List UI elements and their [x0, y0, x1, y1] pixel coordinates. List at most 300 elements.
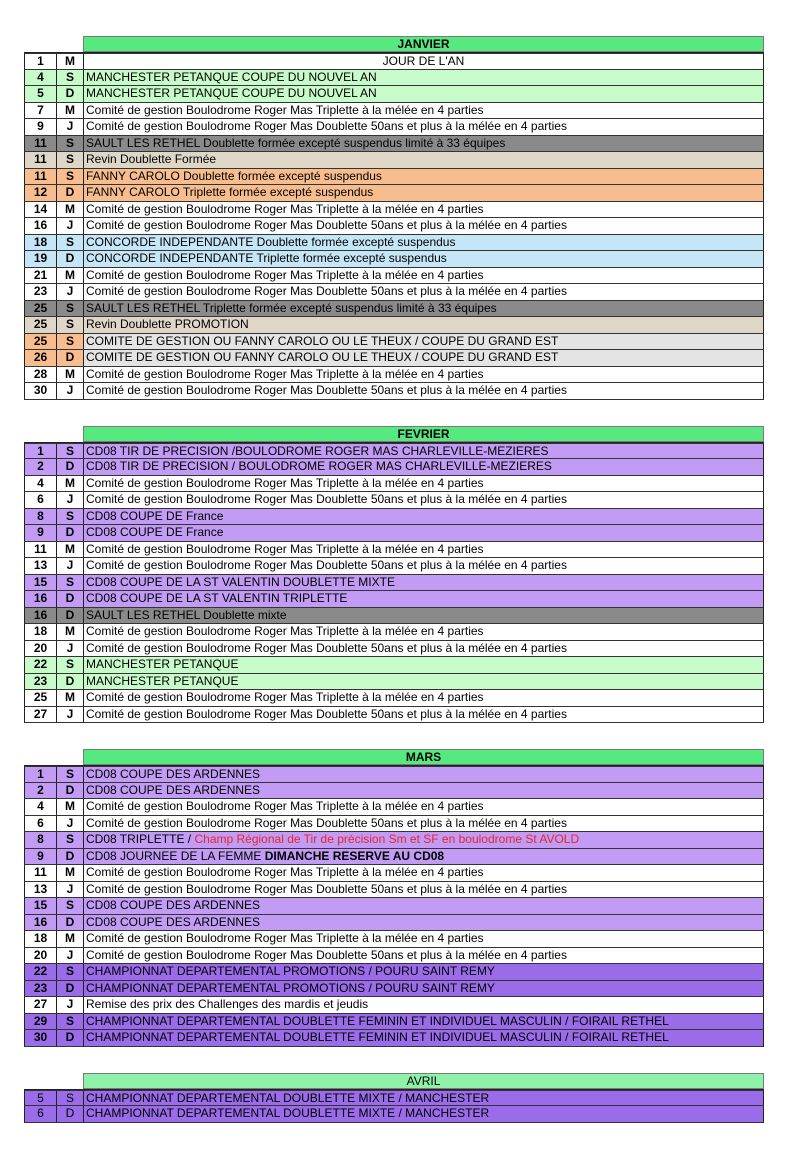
event-row [24, 53, 764, 70]
event-row [24, 657, 764, 674]
day-number: 30 [24, 1030, 56, 1046]
event-description [83, 268, 764, 284]
event-text: Comité de gestion Boulodrome Roger Mas Triplette à la mélée en 4 parties [86, 690, 484, 704]
day-number: 18 [24, 235, 56, 251]
weekday-letter: S [56, 1014, 83, 1030]
event-row [24, 948, 764, 965]
day-number: 22 [24, 964, 56, 980]
event-description [83, 383, 764, 399]
weekday-letter: M [56, 690, 83, 706]
day-number: 9 [24, 849, 56, 865]
day-number: 1 [24, 444, 56, 459]
event-description [83, 964, 764, 980]
event-text: CHAMPIONNAT DEPARTEMENTAL PROMOTIONS / POURU SAINT REMY [86, 980, 495, 995]
event-text: Comité de gestion Boulodrome Roger Mas Doublette 50ans et plus à la mélée en 4 parties [86, 558, 567, 572]
day-number: 4 [24, 476, 56, 492]
day-number: 20 [24, 948, 56, 964]
event-row [24, 1030, 764, 1047]
day-number: 8 [24, 509, 56, 525]
weekday-letter: J [56, 707, 83, 723]
calendar-sheet [24, 36, 764, 1149]
event-row [24, 459, 764, 476]
day-number: 15 [24, 898, 56, 914]
event-description [83, 334, 764, 350]
event-description [83, 317, 764, 333]
event-row [24, 931, 764, 948]
event-description [83, 103, 764, 119]
event-text-red: Champ Régional de Tir de précision Sm et SF en boulodrome St AVOLD [194, 832, 580, 846]
event-description [83, 367, 764, 383]
event-text: CD08 COUPE DE LA ST VALENTIN DOUBLETTE MIXTE [86, 574, 395, 589]
day-number: 19 [24, 251, 56, 267]
event-text: Remise des prix des Challenges des mardis et jeudis [86, 997, 369, 1011]
day-number: 30 [24, 383, 56, 399]
day-number: 25 [24, 301, 56, 317]
day-number: 26 [24, 350, 56, 366]
event-description [83, 136, 764, 152]
weekday-letter: J [56, 119, 83, 135]
event-description [83, 575, 764, 591]
event-row [24, 350, 764, 367]
event-description [83, 152, 764, 168]
day-number: 11 [24, 542, 56, 558]
event-text: Comité de gestion Boulodrome Roger Mas Doublette 50ans et plus à la mélée en 4 parties [86, 119, 567, 133]
event-row [24, 383, 764, 400]
event-text: CONCORDE INDEPENDANTE Triplette formée excepté suspendus [86, 251, 447, 265]
weekday-letter: S [56, 301, 83, 317]
event-text: CD08 COUPE DE France [86, 508, 224, 523]
event-description [83, 707, 764, 723]
weekday-letter: S [56, 657, 83, 673]
day-number: 1 [24, 54, 56, 69]
weekday-letter: S [56, 136, 83, 152]
event-text: CHAMPIONNAT DEPARTEMENTAL DOUBLETTE MIXTE / MANCHESTER [86, 1106, 490, 1120]
event-description [83, 865, 764, 881]
weekday-letter: D [56, 459, 83, 475]
event-description [83, 86, 764, 102]
weekday-letter: D [56, 251, 83, 267]
event-row [24, 202, 764, 219]
day-number: 11 [24, 865, 56, 881]
weekday-letter: D [56, 185, 83, 201]
event-row [24, 608, 764, 625]
event-description [83, 218, 764, 234]
header-spacer [24, 36, 83, 52]
day-number: 6 [24, 816, 56, 832]
event-text-bold: DIMANCHE RESERVE AU CD08 [264, 848, 445, 863]
month-section-mars [24, 749, 764, 1047]
event-row [24, 268, 764, 285]
event-text: CHAMPIONNAT DEPARTEMENTAL DOUBLETTE FEMININ ET INDIVIDUEL MASCULIN / FOIRAIL RETHEL [86, 1013, 669, 1028]
day-number: 14 [24, 202, 56, 218]
event-text: Comité de gestion Boulodrome Roger Mas Triplette à la mélée en 4 parties [86, 475, 484, 490]
month-section-fevrier [24, 426, 764, 724]
event-text: Comité de gestion Boulodrome Roger Mas Triplette à la mélée en 4 parties [86, 541, 484, 556]
event-text: SAULT LES RETHEL Doublette mixte [86, 607, 287, 622]
weekday-letter: D [56, 608, 83, 624]
weekday-letter: S [56, 169, 83, 185]
event-row [24, 525, 764, 542]
event-text: Comité de gestion Boulodrome Roger Mas Triplette à la mélée en 4 parties [86, 366, 484, 381]
weekday-letter: J [56, 284, 83, 300]
day-number: 8 [24, 832, 56, 848]
day-number: 11 [24, 136, 56, 152]
day-number: 27 [24, 997, 56, 1013]
weekday-letter: D [56, 1030, 83, 1046]
day-number: 23 [24, 674, 56, 690]
weekday-letter: S [56, 767, 83, 782]
event-row [24, 169, 764, 186]
event-description [83, 1091, 764, 1106]
event-description [83, 799, 764, 815]
event-text: CHAMPIONNAT DEPARTEMENTAL PROMOTIONS / POURU SAINT REMY [86, 964, 495, 978]
event-text: Comité de gestion Boulodrome Roger Mas Doublette 50ans et plus à la mélée en 4 parties [86, 640, 567, 655]
event-row [24, 898, 764, 915]
weekday-letter: M [56, 624, 83, 640]
event-text: Comité de gestion Boulodrome Roger Mas Triplette à la mélée en 4 parties [86, 102, 484, 117]
day-number: 9 [24, 525, 56, 541]
month-title: FEVRIER [83, 426, 764, 442]
event-description [83, 525, 764, 541]
event-row [24, 964, 764, 981]
event-description [83, 492, 764, 508]
weekday-letter: M [56, 542, 83, 558]
event-description [83, 169, 764, 185]
weekday-letter: S [56, 1091, 83, 1106]
event-text: Comité de gestion Boulodrome Roger Mas Doublette 50ans et plus à la mélée en 4 parties [86, 706, 567, 721]
weekday-letter: D [56, 674, 83, 690]
event-row [24, 185, 764, 202]
event-description [83, 509, 764, 525]
event-row [24, 849, 764, 866]
event-text: Comité de gestion Boulodrome Roger Mas Triplette à la mélée en 4 parties [86, 799, 484, 813]
event-description [83, 816, 764, 832]
header-spacer [24, 426, 83, 442]
event-description [83, 931, 764, 947]
weekday-letter: S [56, 317, 83, 333]
weekday-letter: M [56, 202, 83, 218]
day-number: 25 [24, 334, 56, 350]
events-table [24, 765, 764, 1047]
event-description [83, 1030, 764, 1046]
month-header [24, 749, 764, 765]
day-number: 21 [24, 268, 56, 284]
event-text: CD08 COUPE DES ARDENNES [86, 782, 261, 797]
event-row [24, 334, 764, 351]
event-description [83, 591, 764, 607]
weekday-letter: J [56, 492, 83, 508]
weekday-letter: D [56, 849, 83, 865]
event-text: CD08 JOURNEE DE LA FEMME [86, 848, 265, 863]
event-description [83, 690, 764, 706]
event-row [24, 136, 764, 153]
event-text: Revin Doublette Formée [86, 152, 217, 166]
weekday-letter: S [56, 444, 83, 459]
event-description [83, 624, 764, 640]
day-number: 6 [24, 1106, 56, 1122]
day-number: 15 [24, 575, 56, 591]
weekday-letter: J [56, 997, 83, 1013]
event-row [24, 865, 764, 882]
weekday-letter: D [56, 915, 83, 931]
day-number: 27 [24, 707, 56, 723]
event-text: CONCORDE INDEPENDANTE Doublette formée excepté suspendus [86, 234, 456, 249]
weekday-letter: S [56, 898, 83, 914]
event-description [83, 558, 764, 574]
day-number: 4 [24, 70, 56, 86]
weekday-letter: M [56, 865, 83, 881]
weekday-letter: J [56, 218, 83, 234]
event-description [83, 948, 764, 964]
event-description [83, 898, 764, 914]
weekday-letter: J [56, 383, 83, 399]
weekday-letter: M [56, 799, 83, 815]
event-row [24, 1090, 764, 1107]
event-text: CD08 TIR DE PRECISION / BOULODROME ROGER MAS CHARLEVILLE-MEZIERES [86, 459, 552, 473]
weekday-letter: S [56, 334, 83, 350]
event-text: Comité de gestion Boulodrome Roger Mas Triplette à la mélée en 4 parties [86, 931, 484, 945]
weekday-letter: D [56, 783, 83, 799]
event-text: Comité de gestion Boulodrome Roger Mas Doublette 50ans et plus à la mélée en 4 parties [86, 284, 567, 298]
weekday-letter: D [56, 1106, 83, 1122]
weekday-letter: S [56, 832, 83, 848]
event-text: CHAMPIONNAT DEPARTEMENTAL DOUBLETTE MIXTE / MANCHESTER [86, 1090, 490, 1105]
event-text: CD08 COUPE DE France [86, 525, 224, 539]
event-row [24, 981, 764, 998]
day-number: 25 [24, 317, 56, 333]
event-text: CD08 COUPE DES ARDENNES [86, 767, 261, 781]
event-description [83, 542, 764, 558]
event-text: MANCHESTER PETANQUE COUPE DU NOUVEL AN [86, 69, 377, 84]
event-text: SAULT LES RETHEL Triplette formée excepté suspendus limité à 33 équipes [86, 300, 497, 315]
event-description [83, 185, 764, 201]
day-number: 4 [24, 799, 56, 815]
day-number: 18 [24, 931, 56, 947]
event-description [83, 119, 764, 135]
event-description [83, 54, 764, 69]
weekday-letter: D [56, 86, 83, 102]
day-number: 16 [24, 218, 56, 234]
event-description [83, 641, 764, 657]
weekday-letter: J [56, 948, 83, 964]
event-description [83, 444, 764, 459]
month-header [24, 1073, 764, 1089]
event-row [24, 284, 764, 301]
event-text: CD08 COUPE DES ARDENNES [86, 898, 261, 912]
header-spacer [24, 749, 83, 765]
day-number: 13 [24, 882, 56, 898]
weekday-letter: D [56, 350, 83, 366]
day-number: 12 [24, 185, 56, 201]
weekday-letter: M [56, 103, 83, 119]
weekday-letter: M [56, 367, 83, 383]
weekday-letter: S [56, 964, 83, 980]
weekday-letter: S [56, 509, 83, 525]
event-text: JOUR DE L'AN [382, 54, 465, 68]
day-number: 23 [24, 284, 56, 300]
event-row [24, 218, 764, 235]
event-text: CD08 COUPE DES ARDENNES [86, 914, 261, 929]
day-number: 5 [24, 86, 56, 102]
event-description [83, 235, 764, 251]
event-text: Comité de gestion Boulodrome Roger Mas Doublette 50ans et plus à la mélée en 4 parties [86, 492, 567, 506]
event-row [24, 103, 764, 120]
event-description [83, 459, 764, 475]
event-text: Revin Doublette PROMOTION [86, 317, 249, 331]
event-row [24, 1014, 764, 1031]
day-number: 7 [24, 103, 56, 119]
event-text: SAULT LES RETHEL Doublette formée excepté suspendus limité à 33 équipes [86, 135, 506, 150]
event-row [24, 542, 764, 559]
event-text: Comité de gestion Boulodrome Roger Mas Triplette à la mélée en 4 parties [86, 624, 484, 638]
event-text: FANNY CAROLO Doublette formée excepté suspendus [86, 168, 382, 183]
event-description [83, 981, 764, 997]
event-row [24, 1106, 764, 1123]
weekday-letter: M [56, 54, 83, 69]
event-row [24, 476, 764, 493]
event-row [24, 119, 764, 136]
event-row [24, 882, 764, 899]
weekday-letter: M [56, 476, 83, 492]
event-description [83, 284, 764, 300]
events-table [24, 52, 764, 400]
day-number: 11 [24, 152, 56, 168]
month-section-avril [24, 1073, 764, 1123]
event-row [24, 641, 764, 658]
day-number: 20 [24, 641, 56, 657]
event-row [24, 674, 764, 691]
day-number: 18 [24, 624, 56, 640]
month-title: MARS [83, 749, 764, 765]
weekday-letter: M [56, 931, 83, 947]
month-header [24, 36, 764, 52]
event-description [83, 251, 764, 267]
weekday-letter: D [56, 591, 83, 607]
event-text: Comité de gestion Boulodrome Roger Mas Triplette à la mélée en 4 parties [86, 865, 484, 879]
event-row [24, 783, 764, 800]
event-row [24, 915, 764, 932]
day-number: 9 [24, 119, 56, 135]
weekday-letter: M [56, 268, 83, 284]
event-row [24, 558, 764, 575]
day-number: 22 [24, 657, 56, 673]
events-table [24, 442, 764, 724]
event-text: MANCHESTER PETANQUE [86, 657, 239, 671]
day-number: 13 [24, 558, 56, 574]
day-number: 1 [24, 767, 56, 782]
month-section-janvier [24, 36, 764, 400]
event-text: Comité de gestion Boulodrome Roger Mas Triplette à la mélée en 4 parties [86, 201, 484, 216]
event-row [24, 251, 764, 268]
event-text: FANNY CAROLO Triplette formée excepté suspendus [86, 185, 374, 199]
day-number: 28 [24, 367, 56, 383]
event-row [24, 575, 764, 592]
event-text: COMITE DE GESTION OU FANNY CAROLO OU LE THEUX / COUPE DU GRAND EST [86, 333, 559, 348]
event-text: MANCHESTER PETANQUE COUPE DU NOUVEL AN [86, 86, 377, 100]
event-row [24, 799, 764, 816]
day-number: 2 [24, 783, 56, 799]
weekday-letter: S [56, 235, 83, 251]
weekday-letter: S [56, 152, 83, 168]
event-text: Comité de gestion Boulodrome Roger Mas Doublette 50ans et plus à la mélée en 4 parties [86, 881, 567, 896]
event-text: Comité de gestion Boulodrome Roger Mas Doublette 50ans et plus à la mélée en 4 parties [86, 815, 567, 830]
event-text: CD08 TRIPLETTE / [86, 832, 195, 846]
event-text: Comité de gestion Boulodrome Roger Mas Triplette à la mélée en 4 parties [86, 267, 484, 282]
day-number: 16 [24, 591, 56, 607]
event-text: MANCHESTER PETANQUE [86, 673, 239, 688]
event-description [83, 202, 764, 218]
event-description [83, 849, 764, 865]
event-row [24, 301, 764, 318]
event-row [24, 492, 764, 509]
event-description [83, 70, 764, 86]
day-number: 29 [24, 1014, 56, 1030]
event-row [24, 152, 764, 169]
event-description [83, 767, 764, 782]
weekday-letter: J [56, 641, 83, 657]
event-row [24, 766, 764, 783]
event-row [24, 591, 764, 608]
event-description [83, 674, 764, 690]
event-description [83, 350, 764, 366]
event-row [24, 832, 764, 849]
event-row [24, 443, 764, 460]
day-number: 6 [24, 492, 56, 508]
event-text: CHAMPIONNAT DEPARTEMENTAL DOUBLETTE FEMININ ET INDIVIDUEL MASCULIN / FOIRAIL RETHEL [86, 1030, 669, 1044]
event-row [24, 624, 764, 641]
event-text: Comité de gestion Boulodrome Roger Mas Doublette 50ans et plus à la mélée en 4 parties [86, 947, 567, 962]
event-description [83, 1014, 764, 1030]
weekday-letter: S [56, 70, 83, 86]
weekday-letter: S [56, 575, 83, 591]
event-row [24, 997, 764, 1014]
event-row [24, 509, 764, 526]
event-row [24, 235, 764, 252]
event-description [83, 301, 764, 317]
event-row [24, 86, 764, 103]
month-title: JANVIER [83, 36, 764, 52]
weekday-letter: J [56, 882, 83, 898]
weekday-letter: D [56, 981, 83, 997]
event-text: COMITE DE GESTION OU FANNY CAROLO OU LE THEUX / COUPE DU GRAND EST [86, 350, 559, 364]
day-number: 16 [24, 915, 56, 931]
event-description [83, 1106, 764, 1122]
event-description [83, 997, 764, 1013]
weekday-letter: D [56, 525, 83, 541]
event-text: CD08 COUPE DE LA ST VALENTIN TRIPLETTE [86, 591, 348, 605]
day-number: 25 [24, 690, 56, 706]
event-text: Comité de gestion Boulodrome Roger Mas Doublette 50ans et plus à la mélée en 4 parties [86, 383, 567, 397]
event-row [24, 816, 764, 833]
events-table [24, 1089, 764, 1123]
event-description [83, 608, 764, 624]
day-number: 23 [24, 981, 56, 997]
header-spacer [24, 1073, 83, 1089]
day-number: 11 [24, 169, 56, 185]
event-text: CD08 TIR DE PRECISION /BOULODROME ROGER MAS CHARLEVILLE-MEZIERES [86, 443, 549, 458]
event-row [24, 690, 764, 707]
event-description [83, 915, 764, 931]
event-description [83, 476, 764, 492]
weekday-letter: J [56, 558, 83, 574]
day-number: 16 [24, 608, 56, 624]
event-row [24, 317, 764, 334]
weekday-letter: J [56, 816, 83, 832]
event-description [83, 832, 764, 848]
event-row [24, 70, 764, 87]
event-row [24, 367, 764, 384]
event-description [83, 882, 764, 898]
